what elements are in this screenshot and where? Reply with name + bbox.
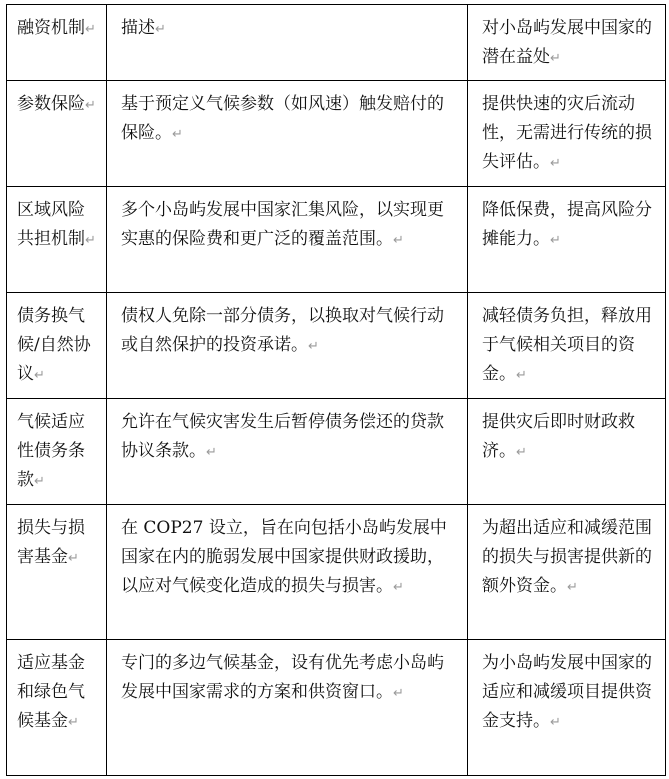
paragraph-mark-icon: ↵ (85, 233, 96, 248)
paragraph-mark-icon: ↵ (393, 686, 404, 701)
paragraph-mark-icon: ↵ (68, 551, 79, 566)
benefit-cell (468, 187, 666, 293)
table-row (7, 293, 666, 399)
mechanism-cell (7, 505, 107, 640)
mechanism-cell (7, 81, 107, 187)
paragraph-mark-icon: ↵ (516, 445, 527, 460)
description-text: 基于预定义气候参数（如风速）触发赔付的保险。 (121, 94, 444, 143)
header-benefit: 对小岛屿发展中国家的潜在益处 (482, 18, 652, 67)
table-row (7, 399, 666, 505)
mechanism-text: 参数保险 (17, 94, 85, 114)
description-cell (107, 399, 468, 505)
mechanism-text: 区域风险共担机制 (17, 200, 85, 249)
mechanism-text: 适应基金和绿色气候基金 (17, 653, 85, 731)
paragraph-mark-icon: ↵ (550, 715, 561, 730)
paragraph-mark-icon: ↵ (550, 233, 561, 248)
description-cell (107, 505, 468, 640)
paragraph-mark-icon: ↵ (172, 127, 183, 142)
benefit-cell (468, 640, 666, 776)
mechanism-cell (7, 399, 107, 505)
header-description: 描述 (121, 18, 155, 38)
benefit-text: 提供快速的灾后流动性，无需进行传统的损失评估。 (482, 94, 652, 172)
mechanism-cell (7, 187, 107, 293)
benefit-cell (468, 81, 666, 187)
benefit-text: 为超出适应和减缓范围的损失与损害提供新的额外资金。 (482, 518, 652, 596)
paragraph-mark-icon: ↵ (34, 368, 45, 383)
benefit-cell (468, 293, 666, 399)
table-row (7, 187, 666, 293)
table-row (7, 81, 666, 187)
benefit-text: 减轻债务负担，释放用于气候相关项目的资金。 (482, 306, 652, 384)
paragraph-mark-icon: ↵ (68, 715, 79, 730)
paragraph-mark-icon: ↵ (567, 580, 578, 595)
description-text: 在 COP27 设立，旨在向包括小岛屿发展中国家在内的脆弱发展中国家提供财政援助，以应对气候变化造成的损失与损害。 (121, 518, 447, 596)
paragraph-mark-icon: ↵ (516, 368, 527, 383)
benefit-cell (468, 399, 666, 505)
description-text: 允许在气候灾害发生后暂停债务偿还的贷款协议条款。 (121, 412, 444, 461)
paragraph-mark-icon: ↵ (155, 22, 166, 37)
header-benefit-cell (468, 5, 666, 81)
mechanism-text: 气候适应性债务条款 (17, 412, 85, 490)
description-cell (107, 81, 468, 187)
description-cell (107, 293, 468, 399)
mechanism-cell (7, 640, 107, 776)
paragraph-mark-icon: ↵ (393, 580, 404, 595)
header-mechanism-cell (7, 5, 107, 81)
description-text: 专门的多边气候基金，设有优先考虑小岛屿发展中国家需求的方案和供资窗口。 (121, 653, 444, 702)
header-row (7, 5, 666, 81)
description-text: 债权人免除一部分债务，以换取对气候行动或自然保护的投资承诺。 (121, 306, 444, 355)
description-cell (107, 640, 468, 776)
description-cell (107, 187, 468, 293)
benefit-text: 降低保费，提高风险分摊能力。 (482, 200, 652, 249)
paragraph-mark-icon: ↵ (85, 22, 96, 37)
paragraph-mark-icon: ↵ (34, 474, 45, 489)
paragraph-mark-icon: ↵ (550, 51, 561, 66)
mechanism-text: 债务换气候/自然协议 (17, 306, 91, 384)
mechanism-text: 损失与损害基金 (17, 518, 85, 567)
paragraph-mark-icon: ↵ (206, 445, 217, 460)
paragraph-mark-icon: ↵ (550, 156, 561, 171)
paragraph-mark-icon: ↵ (308, 339, 319, 354)
paragraph-mark-icon: ↵ (85, 98, 96, 113)
benefit-cell (468, 505, 666, 640)
benefit-text: 为小岛屿发展中国家的适应和减缓项目提供资金支持。 (482, 653, 652, 731)
header-mechanism: 融资机制 (17, 18, 85, 38)
table-row (7, 505, 666, 640)
benefit-text: 提供灾后即时财政救济。 (482, 412, 635, 461)
header-description-cell (107, 5, 468, 81)
table-row (7, 640, 666, 776)
mechanism-cell (7, 293, 107, 399)
financing-mechanisms-table (6, 4, 666, 776)
description-text: 多个小岛屿发展中国家汇集风险，以实现更实惠的保险费和更广泛的覆盖范围。 (121, 200, 444, 249)
paragraph-mark-icon: ↵ (393, 233, 404, 248)
